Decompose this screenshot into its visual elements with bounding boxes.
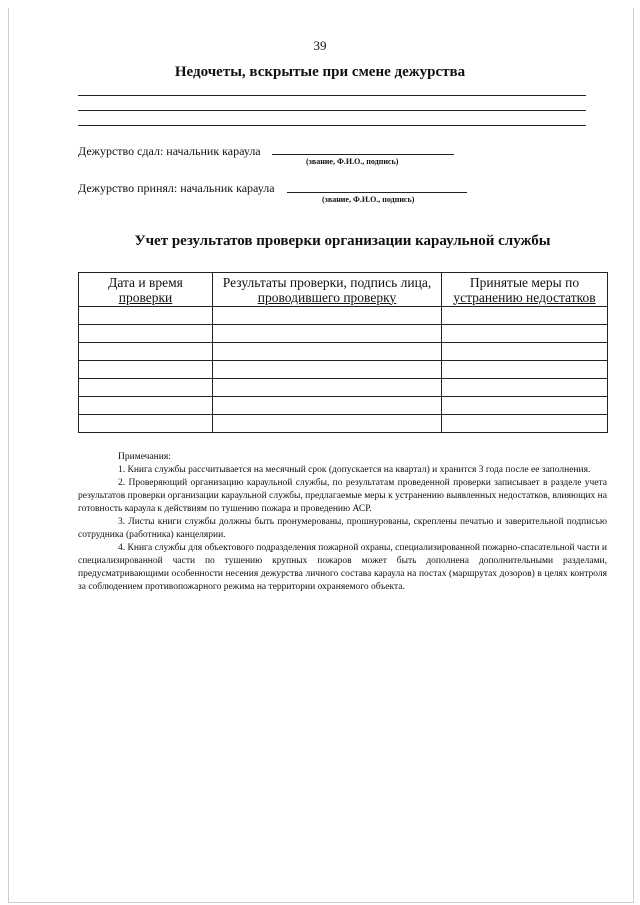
table-cell-results[interactable] bbox=[213, 379, 442, 397]
table-header-row bbox=[79, 273, 608, 307]
column-header-results bbox=[213, 273, 442, 307]
table-cell-results[interactable] bbox=[213, 325, 442, 343]
table-cell-measures[interactable] bbox=[442, 379, 608, 397]
table-cell-measures[interactable] bbox=[442, 361, 608, 379]
table-cell-results[interactable] bbox=[213, 361, 442, 379]
received-signature-line[interactable] bbox=[287, 192, 467, 193]
deficiency-line-3[interactable] bbox=[78, 125, 586, 126]
table-cell-measures[interactable] bbox=[442, 307, 608, 325]
inspection-results-table bbox=[78, 272, 608, 433]
deficiency-line-2[interactable] bbox=[78, 110, 586, 111]
received-caption: (звание, Ф.И.О., подпись) bbox=[322, 195, 415, 204]
note-item-2: 2. Проверяющий организацию караульной службы, по результатам проведенной проверки записывает в разделе учета результатов проверки организации караульной службы, предлагаемые меры к устранению выявленных недостатков, влияющих на готовность караула к действиям по тушению пожара и проведению АСР. bbox=[78, 478, 607, 514]
table-cell-measures[interactable] bbox=[442, 397, 608, 415]
column-header-date bbox=[79, 273, 213, 307]
handed-over-signature-line[interactable] bbox=[272, 154, 454, 155]
column-header-results-line2: проводившего проверку bbox=[257, 289, 397, 305]
note-item-4: 4. Книга службы для объектового подразделения пожарной охраны, специализированной пожарно-спасательной части и специализированной части по тушению крупных пожаров может быть дополнена дополнительными разделами, предусматривающими особенности несения дежурства личного состава караула на постах (маршрутах дозоров) в целях контроля за соблюдением противопожарного режима на территории охраняемого объекта. bbox=[78, 543, 607, 592]
table-row bbox=[79, 379, 608, 397]
section-title-inspection-results: Учет результатов проверки организации караульной службы bbox=[134, 233, 551, 249]
column-header-results-line1: Результаты проверки, подпись лица, bbox=[222, 274, 432, 290]
table-cell-measures[interactable] bbox=[442, 415, 608, 433]
table-row bbox=[79, 325, 608, 343]
table-cell-date[interactable] bbox=[79, 361, 213, 379]
table-row bbox=[79, 343, 608, 361]
table-cell-results[interactable] bbox=[213, 415, 442, 433]
table-row bbox=[79, 361, 608, 379]
table-cell-results[interactable] bbox=[213, 343, 442, 361]
table-cell-measures[interactable] bbox=[442, 325, 608, 343]
page-number: 39 bbox=[313, 38, 327, 53]
note-item-3: 3. Листы книги службы должны быть пронумерованы, прошнурованы, скреплены печатью и заверительной подписью сотрудника (работника) канцелярии. bbox=[78, 517, 607, 540]
notes-heading: Примечания: bbox=[118, 452, 171, 462]
received-label: Дежурство принял: начальник караула bbox=[78, 181, 275, 195]
table-cell-date[interactable] bbox=[79, 415, 213, 433]
column-header-measures-line1: Принятые меры по bbox=[469, 274, 580, 290]
table-cell-date[interactable] bbox=[79, 307, 213, 325]
column-header-date-line2: проверки bbox=[118, 289, 173, 305]
table-row bbox=[79, 397, 608, 415]
section-title-shift-deficiencies: Недочеты, вскрытые при смене дежурства bbox=[174, 64, 466, 80]
table-cell-results[interactable] bbox=[213, 307, 442, 325]
column-header-measures-line2: устранению недостатков bbox=[453, 289, 596, 305]
column-header-measures bbox=[442, 273, 608, 307]
deficiency-line-1[interactable] bbox=[78, 95, 586, 96]
handed-over-caption: (звание, Ф.И.О., подпись) bbox=[306, 157, 399, 166]
table-cell-date[interactable] bbox=[79, 343, 213, 361]
table-cell-measures[interactable] bbox=[442, 343, 608, 361]
table-cell-date[interactable] bbox=[79, 397, 213, 415]
table-cell-date[interactable] bbox=[79, 379, 213, 397]
notes-block bbox=[78, 451, 607, 594]
column-header-date-line1: Дата и время bbox=[108, 274, 183, 290]
table-row bbox=[79, 307, 608, 325]
table-row bbox=[79, 415, 608, 433]
handed-over-label: Дежурство сдал: начальник караула bbox=[78, 144, 261, 158]
note-item-1: 1. Книга службы рассчитывается на месячный срок (допускается на квартал) и хранится 3 года после ее заполнения. bbox=[118, 465, 591, 475]
table-cell-date[interactable] bbox=[79, 325, 213, 343]
table-cell-results[interactable] bbox=[213, 397, 442, 415]
